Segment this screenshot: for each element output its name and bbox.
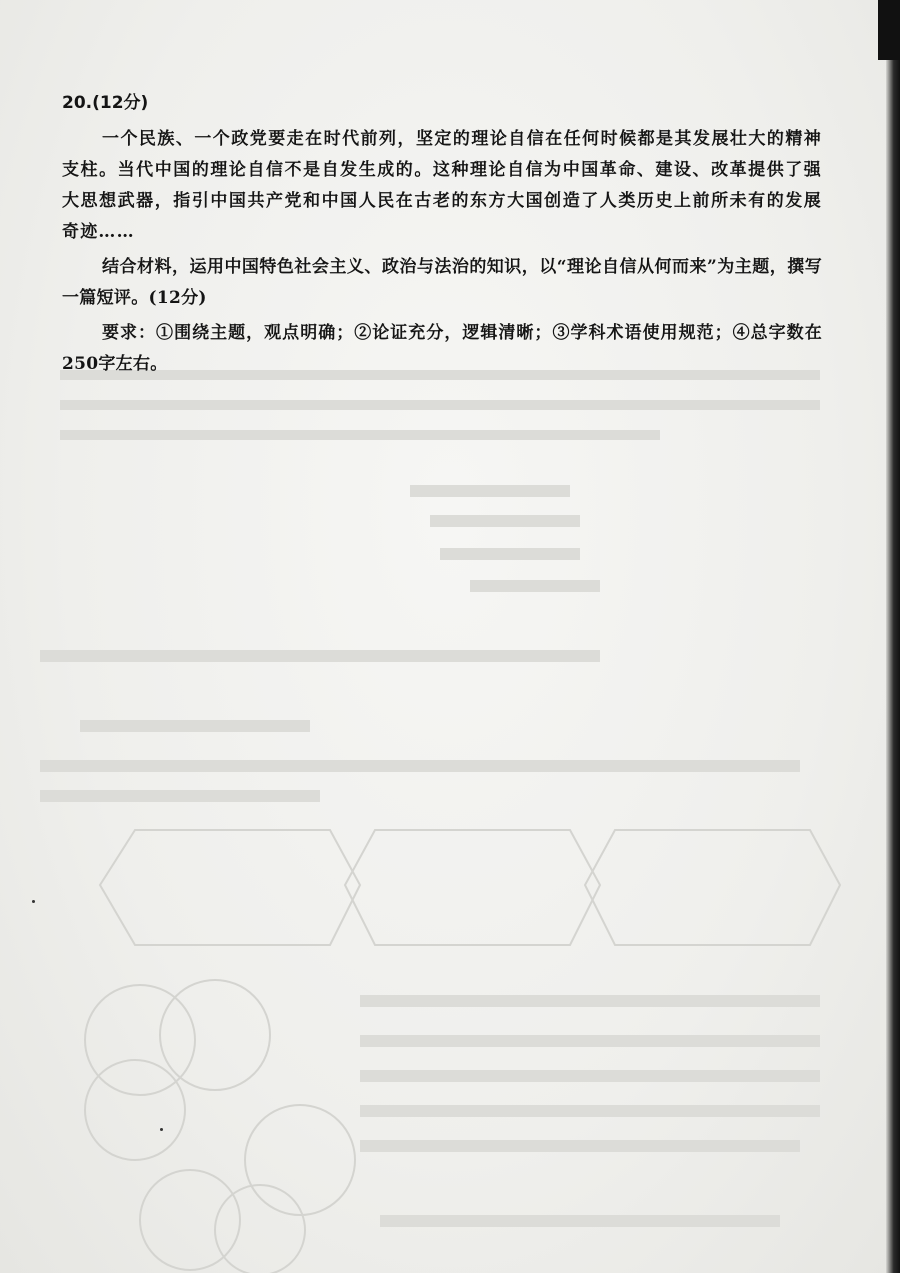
- question-20: [62, 88, 822, 380]
- question-material: 一个民族、一个政党要走在时代前列，坚定的理论自信在任何时候都是其发展壮大的精神支柱。当代中国的理论自信不是自发生成的。这种理论自信为中国革命、建设、改革提供了强大思想武器，指引中国共产党和中国人民在古老的东方大国创造了人类历史上前所未有的发展奇迹……: [62, 129, 822, 242]
- bleed-line: [60, 400, 820, 410]
- bleed-line: [40, 650, 600, 662]
- bleed-circle-3: [85, 1060, 185, 1160]
- bleed-line: [380, 1215, 780, 1227]
- bleed-line: [360, 995, 820, 1007]
- scan-edge-shadow: [886, 0, 900, 1273]
- bleed-hexagon-3: [585, 830, 840, 945]
- question-task: 结合材料，运用中国特色社会主义、政治与法治的知识，以“理论自信从何而来”为主题，撰写一篇短评。(12分): [62, 257, 822, 308]
- bleed-line: [40, 790, 320, 802]
- bleed-line: [360, 1070, 820, 1082]
- bleed-line: [360, 1105, 820, 1117]
- bleed-hexagon-1: [100, 830, 360, 945]
- bleed-line: [440, 548, 580, 560]
- scan-speck: [160, 1128, 163, 1131]
- bleed-circle-5: [140, 1170, 240, 1270]
- bleed-line: [40, 760, 800, 772]
- question-number: 20.(12分): [62, 93, 149, 113]
- bleed-line: [60, 430, 660, 440]
- scan-speck: [32, 900, 35, 903]
- bleed-line: [360, 1035, 820, 1047]
- question-requirements: 要求：①围绕主题，观点明确；②论证充分，逻辑清晰；③学科术语使用规范；④总字数在250字左右。: [62, 323, 822, 374]
- bleed-circle-1: [85, 985, 195, 1095]
- scan-edge-shadow-top: [878, 0, 900, 60]
- bleed-circle-4: [245, 1105, 355, 1215]
- bleed-circle-2: [160, 980, 270, 1090]
- bleed-line: [80, 720, 310, 732]
- bleed-line: [430, 515, 580, 527]
- bleed-line: [410, 485, 570, 497]
- bleed-line: [360, 1140, 800, 1152]
- bleed-hexagon-2: [345, 830, 600, 945]
- bleed-line: [470, 580, 600, 592]
